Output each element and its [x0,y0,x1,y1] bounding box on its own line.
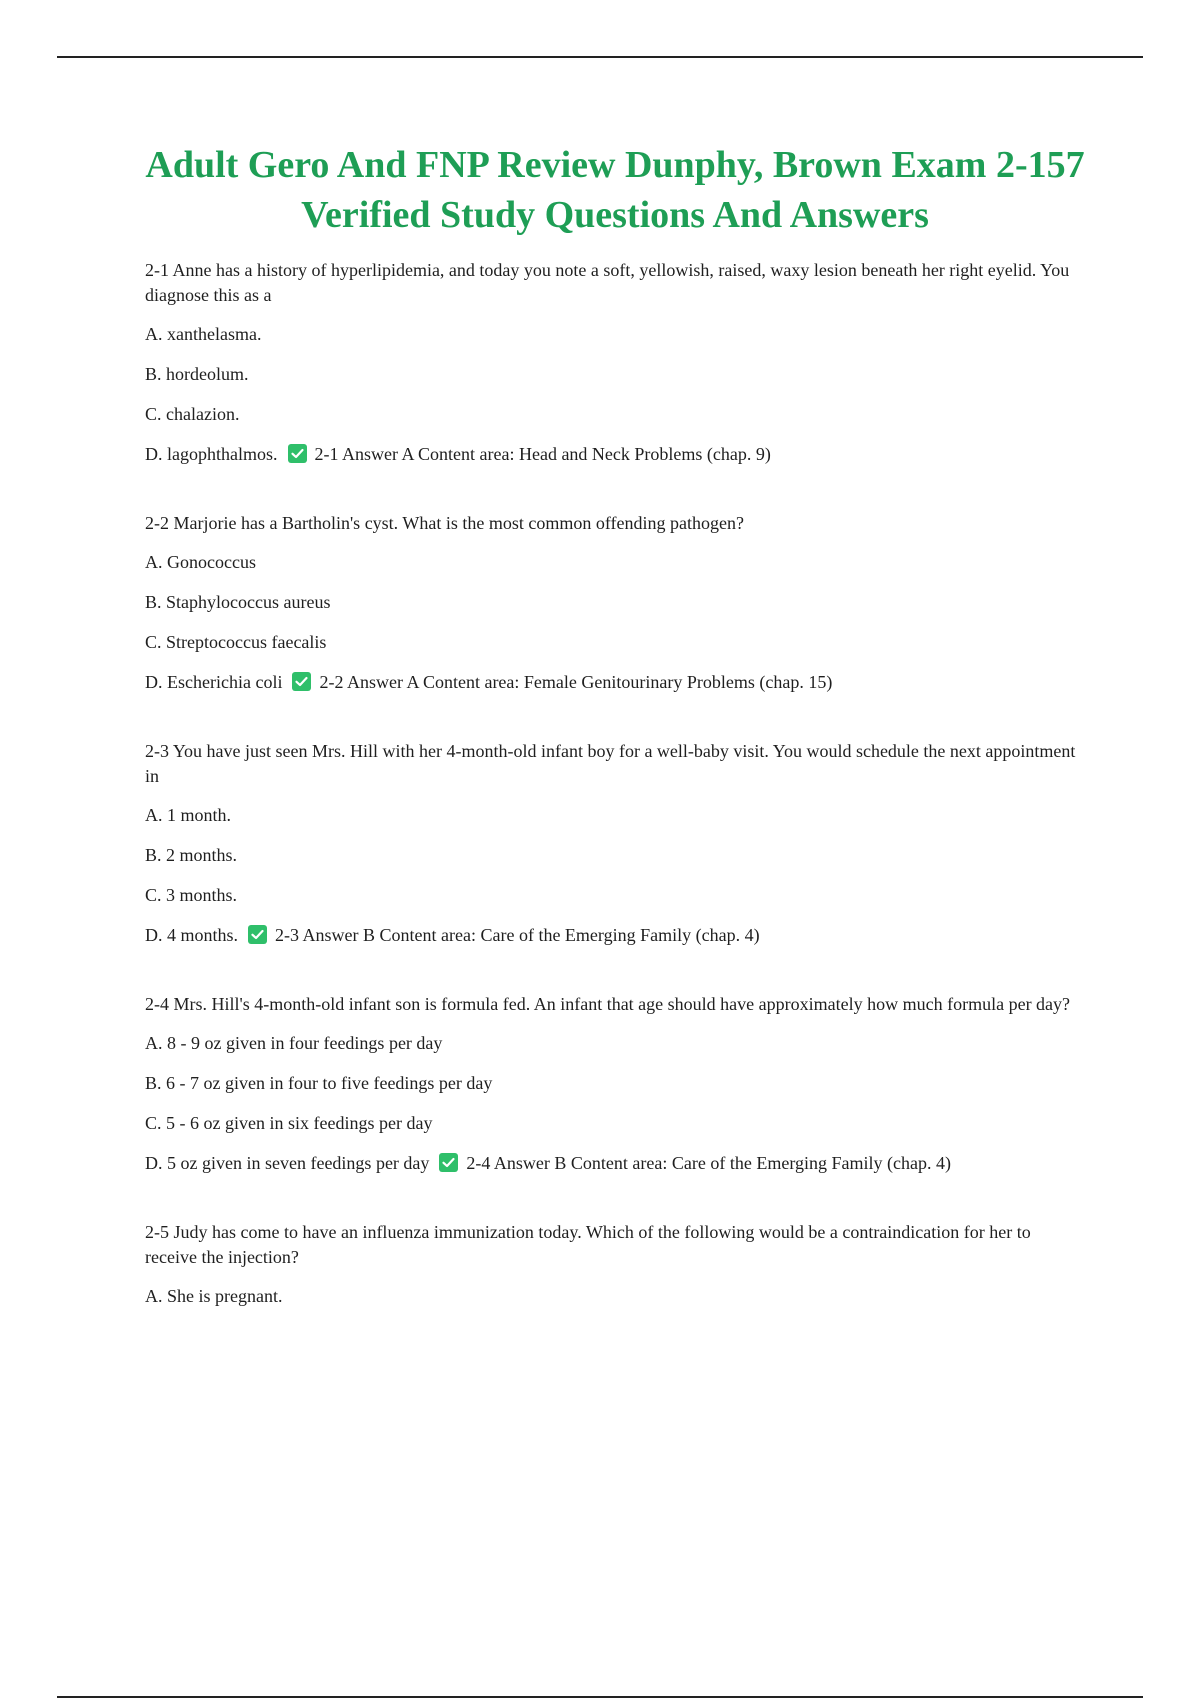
question-text: 2-4 Mrs. Hill's 4-month-old infant son is formula fed. An infant that age should have approximately how much formula per day? [145,994,1071,1014]
question-text: 2-1 Anne has a history of hyperlipidemia, and today you note a soft, yellowish, raised, waxy lesion beneath her right eyelid. You diagnose this as a [145,260,1070,305]
option-b: B. 6 - 7 oz given in four to five feedings per day [145,1073,493,1093]
option-a: A. 8 - 9 oz given in four feedings per day [145,1033,443,1053]
option-d-with-answer [145,923,1085,948]
question-2-4 [145,992,1085,1176]
check-mark-icon [439,1153,458,1172]
option-d: D. lagophthalmos. [145,444,278,464]
option-c: C. Streptococcus faecalis [145,632,327,652]
option-d: D. 5 oz given in seven feedings per day [145,1153,430,1173]
option-a: A. She is pregnant. [145,1286,283,1306]
question-text: 2-5 Judy has come to have an influenza immunization today. Which of the following would be a contraindication for her to receive the injection? [145,1222,1031,1267]
answer-text: 2-1 Answer A Content area: Head and Neck Problems (chap. 9) [314,444,771,464]
option-a: A. Gonococcus [145,552,256,572]
header-rule [57,56,1143,58]
footer-rule [57,1696,1143,1698]
question-2-2 [145,511,1085,695]
question-list [145,258,1085,1309]
check-mark-icon [292,672,311,691]
option-d-with-answer [145,442,1085,467]
question-2-3 [145,739,1085,948]
option-c: C. 3 months. [145,885,238,905]
answer-text: 2-3 Answer B Content area: Care of the Emerging Family (chap. 4) [275,925,760,945]
answer-text: 2-2 Answer A Content area: Female Genitourinary Problems (chap. 15) [319,672,833,692]
option-b: B. Staphylococcus aureus [145,592,331,612]
question-2-1 [145,258,1085,467]
question-text: 2-2 Marjorie has a Bartholin's cyst. What is the most common offending pathogen? [145,513,744,533]
option-d: D. Escherichia coli [145,672,283,692]
document-page [145,140,1085,1353]
answer-text: 2-4 Answer B Content area: Care of the Emerging Family (chap. 4) [466,1153,951,1173]
option-a: A. 1 month. [145,805,232,825]
option-a: A. xanthelasma. [145,324,262,344]
option-c: C. 5 - 6 oz given in six feedings per day [145,1113,433,1133]
question-text: 2-3 You have just seen Mrs. Hill with her 4-month-old infant boy for a well-baby visit. You would schedule the next appointment in [145,741,1076,786]
option-b: B. 2 months. [145,845,238,865]
option-d-with-answer [145,1151,1085,1176]
check-mark-icon [288,444,307,463]
option-d-with-answer [145,670,1085,695]
question-2-5 [145,1220,1085,1309]
option-b: B. hordeolum. [145,364,249,384]
option-d: D. 4 months. [145,925,239,945]
option-c: C. chalazion. [145,404,240,424]
document-title: Adult Gero And FNP Review Dunphy, Brown Exam 2-157 Verified Study Questions And Answers [145,144,1085,236]
check-mark-icon [248,925,267,944]
